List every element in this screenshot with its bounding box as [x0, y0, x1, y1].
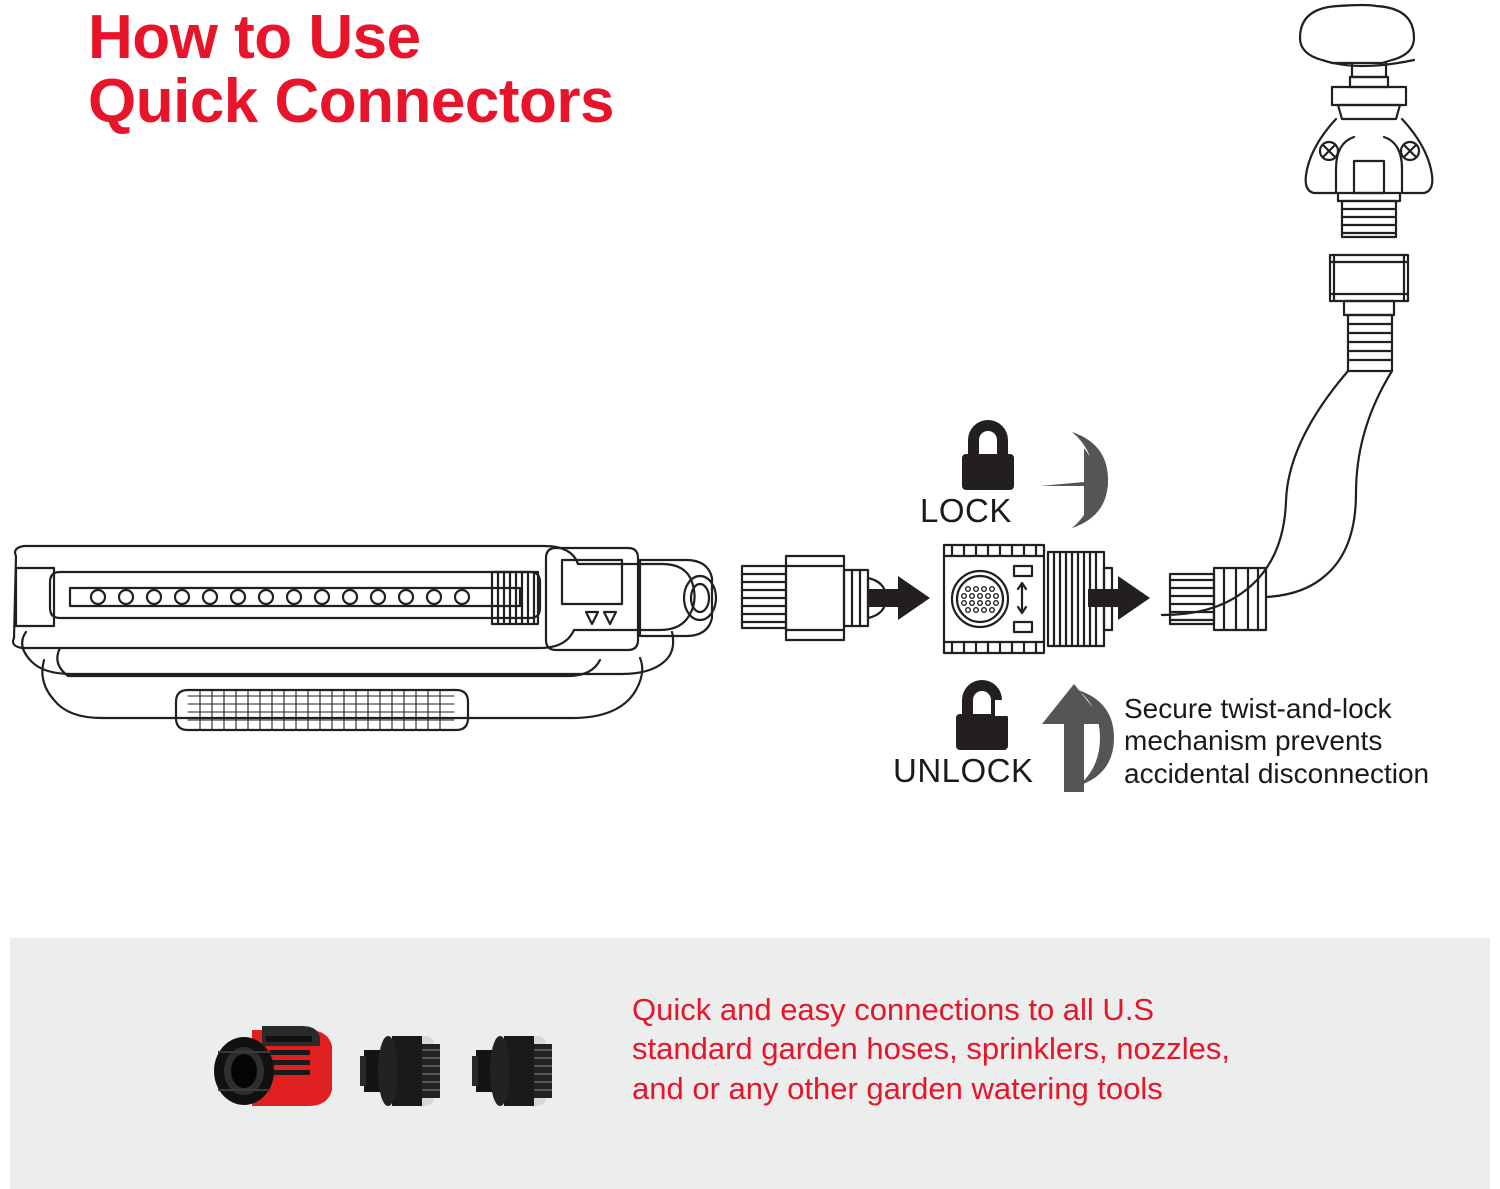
quick-connector-coupling	[944, 545, 1112, 653]
mechanism-caption-line-2: mechanism prevents	[1124, 725, 1383, 757]
product-male-connector-1	[360, 1036, 440, 1106]
bottom-banner-text	[632, 990, 1432, 1108]
curved-arrow-down-icon	[1040, 432, 1108, 528]
bottom-banner	[10, 938, 1490, 1189]
male-hose-connector	[742, 556, 886, 640]
bottom-banner-line-1: Quick and easy connections to all U.S	[632, 992, 1155, 1027]
page-title-line-2: Quick Connectors	[88, 67, 614, 137]
mechanism-caption-line-3: accidental disconnection	[1124, 757, 1430, 789]
garden-hose-bend	[1162, 315, 1392, 630]
product-male-connector-2	[472, 1036, 552, 1106]
curved-arrow-up-icon	[1042, 684, 1114, 792]
lock-label: LOCK	[920, 492, 1012, 529]
padlock-closed-icon	[962, 420, 1014, 490]
arrow-left-icon-right	[1088, 576, 1150, 620]
product-quick-connector-red	[214, 1026, 332, 1106]
hose-coupling-nut	[1330, 255, 1408, 315]
unlock-label: UNLOCK	[893, 752, 1034, 789]
mechanism-caption-line-1: Secure twist-and-lock	[1124, 693, 1392, 724]
outdoor-faucet-spigot	[1300, 5, 1432, 237]
padlock-open-icon	[956, 680, 1008, 750]
bottom-banner-line-2: standard garden hoses, sprinklers, nozzles,	[632, 1031, 1230, 1067]
product-photo	[200, 978, 590, 1148]
oscillating-sprinkler	[13, 546, 716, 730]
page-title-line-1: How to Use	[88, 3, 421, 72]
mechanism-caption	[1124, 693, 1500, 790]
bottom-banner-line-3: and or any other garden watering tools	[632, 1070, 1163, 1106]
